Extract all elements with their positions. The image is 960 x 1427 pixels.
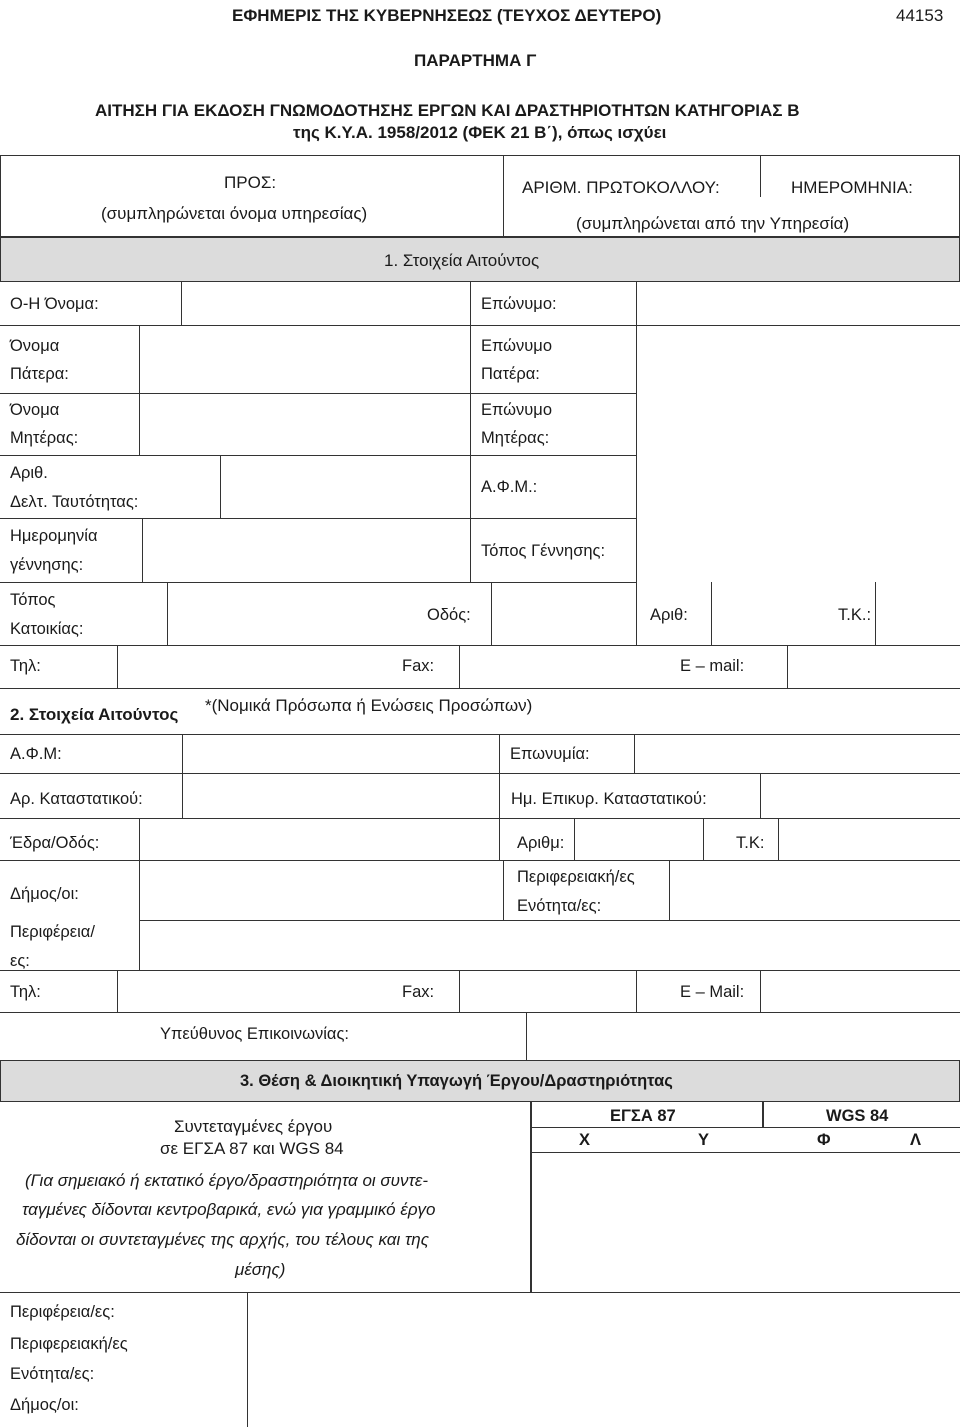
date-label: ΗΜΕΡΟΜΗΝΙΑ:	[791, 178, 913, 197]
fax-label: Fax:	[402, 657, 435, 675]
street-label: Οδός:	[427, 606, 471, 624]
service-hint: (συμπληρώνεται από την Υπηρεσία)	[576, 214, 850, 233]
to-service-field[interactable]	[10, 160, 495, 230]
regional-unit-label-1: Περιφερειακή/ες	[517, 868, 635, 886]
form-title: ΑΙΤΗΣΗ ΓΙΑ ΕΚΔΟΣΗ ΓΝΩΜΟΔΟΤΗΣΗΣ ΕΡΓΩΝ ΚΑΙ ΔΡΑΣΤΗΡΙΟΤΗΤΩΝ ΚΑΤΗΓΟΡΙΑΣ Β	[95, 101, 800, 120]
to-hint: (συμπληρώνεται όνομα υπηρεσίας)	[101, 204, 368, 223]
seat-postal-label: Τ.Κ:	[736, 834, 765, 852]
birth-date-label-2: γέννησης:	[10, 556, 84, 574]
region-label-1: Περιφέρεια/	[10, 923, 95, 941]
form-subtitle: της Κ.Υ.Α. 1958/2012 (ΦΕΚ 21 Β΄), όπως ισχύει	[293, 123, 667, 142]
municipality-label: Δήμος/οι:	[10, 885, 79, 903]
mother-name-field[interactable]	[143, 396, 465, 452]
postal-label: Τ.Κ.:	[838, 606, 872, 624]
coords-note-3: δίδονται οι συντεταγμένες της αρχής, του τέλους και της	[16, 1230, 430, 1249]
project-region-label: Περιφέρεια/ες:	[10, 1303, 115, 1321]
statute-date-field[interactable]	[764, 776, 956, 815]
statute-date-label: Ημ. Επικυρ. Καταστατικού:	[511, 790, 707, 808]
father-surname-label-2: Πατέρα:	[481, 365, 540, 383]
municipality-field[interactable]	[143, 863, 499, 917]
contact-label: Υπεύθυνος Επικοινωνίας:	[160, 1025, 350, 1043]
project-regional-unit-label-2: Ενότητα/ες:	[10, 1365, 95, 1383]
regional-unit-label-2: Ενότητα/ες:	[517, 897, 602, 915]
email-label: E – mail:	[680, 657, 745, 675]
seat-label: Έδρα/Οδός:	[10, 834, 100, 852]
company-afm-label: Α.Φ.Μ:	[10, 745, 62, 763]
section3-title: 3. Θέση & Διοικητική Υπαγωγή Έργου/Δραστηριότητας	[240, 1072, 673, 1090]
section1-title: 1. Στοιχεία Αιτούντος	[384, 251, 540, 270]
coordinates-field[interactable]	[534, 1155, 956, 1289]
surname-field[interactable]	[560, 286, 632, 322]
project-regional-unit-label-1: Περιφερειακή/ες	[10, 1335, 128, 1353]
mother-surname-label-1: Επώνυμο	[481, 401, 552, 419]
col-x: Χ	[579, 1131, 591, 1149]
project-municipality-label: Δήμος/οι:	[10, 1396, 79, 1414]
father-surname-label-1: Επώνυμο	[481, 337, 552, 355]
father-name-field[interactable]	[143, 328, 465, 390]
protocol-label: ΑΡΙΘΜ. ΠΡΩΤΟΚΟΛΛΟΥ:	[522, 178, 720, 197]
mother-name-label-1: Όνομα	[10, 401, 60, 419]
annex-title: ΠΑΡΑΡΤΗΜΑ Γ	[414, 51, 537, 70]
seat-number-label: Αριθμ:	[517, 834, 565, 852]
surname-label: Επώνυμο:	[481, 295, 557, 313]
coords-note-2: ταγμένες δίδονται κεντροβαρικά, ενώ για γραμμικό έργο	[22, 1200, 436, 1219]
col-phi: Φ	[817, 1131, 831, 1149]
date-field[interactable]	[765, 160, 955, 196]
project-location-field[interactable]	[251, 1296, 956, 1424]
residence-label-1: Τόπος	[10, 591, 56, 609]
father-name-label-2: Πάτερα:	[10, 365, 69, 383]
coords-note-1: (Για σημειακό ή εκτατικό έργο/δραστηριότητα οι συντε-	[25, 1171, 429, 1190]
col-lambda: Λ	[910, 1131, 922, 1149]
company-email-label: E – Mail:	[680, 983, 745, 1001]
region-field[interactable]	[143, 923, 956, 967]
company-name-field[interactable]	[638, 737, 956, 770]
company-afm-field[interactable]	[186, 737, 495, 770]
company-phone-label: Τηλ:	[10, 983, 41, 1001]
section2-note: *(Νομικά Πρόσωπα ή Ενώσεις Προσώπων)	[205, 696, 533, 715]
to-label: ΠΡΟΣ:	[224, 173, 277, 192]
company-fax-label: Fax:	[402, 983, 435, 1001]
gazette-title: ΕΦΗΜΕΡΙΣ ΤΗΣ ΚΥΒΕΡΝΗΣΕΩΣ (ΤΕΥΧΟΣ ΔΕΥΤΕΡΟ)	[232, 6, 662, 25]
page-number: 44153	[896, 6, 944, 25]
residence-field[interactable]	[171, 586, 421, 642]
regional-unit-field[interactable]	[673, 863, 956, 917]
company-name-label: Επωνυμία:	[510, 745, 590, 763]
seat-field[interactable]	[143, 821, 495, 857]
col-y: Υ	[698, 1131, 710, 1149]
residence-label-2: Κατοικίας:	[10, 620, 84, 638]
coords-note-4: μέσης)	[235, 1260, 286, 1279]
mother-surname-label-2: Μητέρας:	[481, 429, 550, 447]
id-label-1: Αριθ.	[10, 464, 48, 482]
section2-title: 2. Στοιχεία Αιτούντος	[10, 705, 179, 724]
afm-label: Α.Φ.Μ.:	[481, 478, 538, 496]
coords-title-2: σε ΕΓΣΑ 87 και WGS 84	[160, 1139, 344, 1158]
mother-name-label-2: Μητέρας:	[10, 429, 79, 447]
egsa-label: ΕΓΣΑ 87	[610, 1107, 676, 1125]
id-number-field[interactable]	[224, 458, 466, 515]
region-label-2: ες:	[10, 952, 30, 970]
contact-field[interactable]	[530, 1015, 956, 1057]
birth-place-label: Τόπος Γέννησης:	[481, 542, 606, 560]
birth-date-field[interactable]	[146, 521, 466, 579]
birth-date-label-1: Ημερομηνία	[10, 527, 98, 545]
number-label: Αριθ:	[650, 606, 688, 624]
father-name-label-1: Όνομα	[10, 337, 60, 355]
wgs-label: WGS 84	[826, 1107, 889, 1125]
statute-no-label: Αρ. Καταστατικού:	[10, 790, 143, 808]
phone-label: Τηλ:	[10, 657, 41, 675]
name-field[interactable]	[185, 286, 465, 322]
id-label-2: Δελτ. Ταυτότητας:	[10, 493, 139, 511]
phone-field[interactable]	[121, 648, 396, 685]
statute-no-field[interactable]	[186, 776, 495, 815]
company-phone-field[interactable]	[121, 973, 396, 1009]
protocol-field[interactable]	[510, 160, 755, 196]
name-label: Ο-Η Όνομα:	[10, 295, 99, 313]
coords-title-1: Συντεταγμένες έργου	[174, 1117, 333, 1136]
